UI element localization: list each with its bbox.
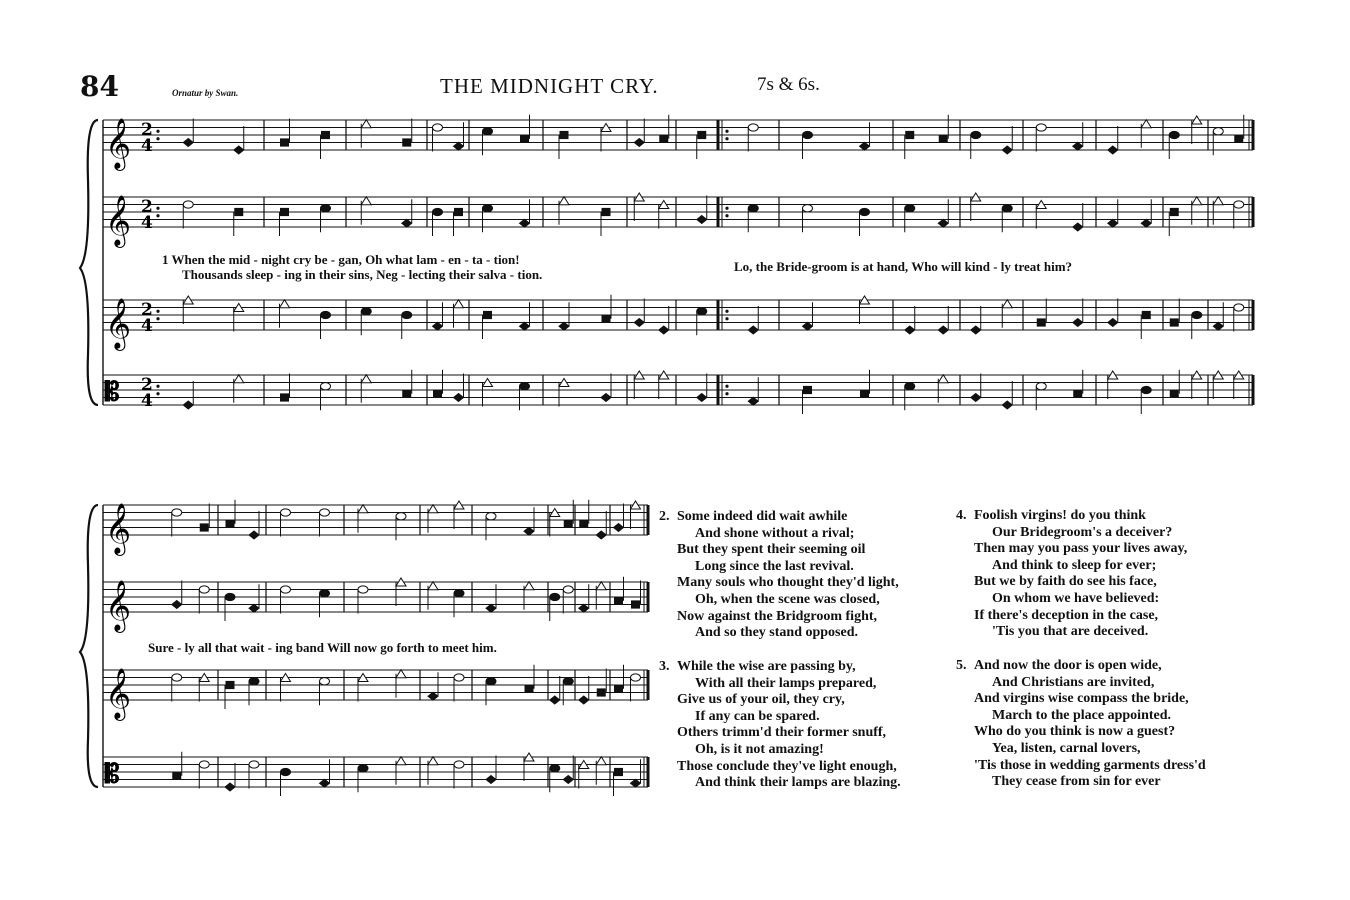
- shape-note: [320, 779, 330, 787]
- stanza-2: [659, 509, 899, 642]
- c-clef: 𝄡: [105, 377, 120, 408]
- shape-note: [596, 582, 606, 590]
- shape-note: [634, 139, 644, 147]
- shape-note: [320, 590, 330, 597]
- shape-note: [1192, 197, 1202, 205]
- page-number: 84: [80, 70, 119, 103]
- stanza-number: 4.: [956, 508, 967, 523]
- shape-note: [563, 678, 573, 685]
- shape-note: [1108, 319, 1118, 327]
- shape-note: [1170, 208, 1178, 215]
- shape-note: [235, 208, 243, 215]
- shape-note: [550, 696, 560, 704]
- shape-note: [525, 685, 533, 692]
- shape-note: [550, 765, 560, 772]
- shape-note: [1108, 219, 1118, 227]
- shape-note: [550, 593, 560, 600]
- shape-note: [579, 696, 589, 704]
- shape-note: [748, 124, 758, 131]
- stanza-line: Foolish virgins! do you think: [974, 508, 1146, 523]
- shape-note: [938, 326, 948, 334]
- shape-note: [596, 757, 606, 765]
- repeat-dot: [725, 137, 728, 140]
- shape-note: [939, 135, 947, 142]
- repeat-dot: [156, 310, 159, 313]
- treble-clef: 𝄞: [105, 118, 132, 169]
- stanza-line: Some indeed did wait awhile: [677, 509, 848, 524]
- stanza-5: [956, 658, 1206, 791]
- shape-note: [1036, 383, 1046, 390]
- shape-note: [281, 394, 289, 401]
- shape-note: [632, 601, 640, 608]
- shape-note: [861, 390, 869, 397]
- repeat-dot: [156, 392, 159, 395]
- lyric-chorus: Lo, the Bride-groom is at hand, Who will kind - ly treat him?: [734, 259, 1073, 274]
- stanza-number: 2.: [659, 509, 670, 524]
- shape-note: [455, 208, 463, 215]
- repeat-dot: [156, 137, 159, 140]
- shape-note: [1073, 319, 1083, 327]
- time-signature-top: 2: [141, 375, 153, 395]
- meter: 7s & 6s.: [757, 74, 820, 95]
- stanza-line: If any can be spared.: [695, 708, 820, 724]
- time-signature-bottom: 4: [141, 213, 153, 233]
- shape-note: [234, 375, 244, 383]
- c-clef: 𝄡: [105, 759, 120, 790]
- time-signature-bottom: 4: [141, 391, 153, 411]
- shape-note: [321, 205, 331, 212]
- shape-note: [1213, 322, 1223, 330]
- treble-clef: 𝄞: [105, 580, 132, 631]
- shape-note: [249, 531, 259, 539]
- shape-note: [748, 326, 758, 334]
- shape-note: [1235, 135, 1243, 142]
- shape-note: [697, 308, 707, 315]
- shape-note: [280, 300, 290, 308]
- repeat-dot: [725, 392, 728, 395]
- shape-note: [433, 208, 443, 215]
- shape-note: [615, 768, 623, 775]
- shape-note: [631, 779, 641, 787]
- shape-note: [483, 128, 493, 135]
- repeat-dot: [156, 130, 159, 133]
- shape-note: [403, 139, 411, 146]
- shape-note: [226, 520, 234, 527]
- shape-note: [559, 322, 569, 330]
- shape-note: [1141, 120, 1151, 128]
- shape-note: [361, 197, 371, 205]
- shape-note: [454, 761, 464, 768]
- shape-note: [748, 205, 758, 212]
- shape-note: [321, 311, 331, 318]
- shape-note: [1213, 197, 1223, 205]
- stanza-line: Yea, listen, carnal lovers,: [992, 740, 1141, 756]
- shape-note: [579, 604, 589, 612]
- shape-note: [361, 120, 371, 128]
- shape-note: [396, 670, 406, 678]
- stanza-line: If there's deception in the case,: [974, 607, 1159, 623]
- shape-note: [520, 322, 530, 330]
- repeat-dot: [725, 310, 728, 313]
- composer-credit: Ornatur by Swan.: [172, 88, 239, 98]
- stanza-number: 5.: [956, 658, 967, 673]
- stanza-line: And shone without a rival;: [695, 525, 855, 541]
- shape-note: [281, 139, 289, 146]
- stanza-line: Now against the Bridgroom fight,: [677, 608, 878, 624]
- shape-note: [183, 201, 193, 208]
- stanza-3: [659, 659, 901, 792]
- shape-note: [524, 527, 534, 535]
- shape-note: [225, 593, 235, 600]
- lyric-line-system2: Sure - ly all that wait - ing band Will now go forth to meet him.: [148, 640, 497, 655]
- stanza-line: 'Tis you that are deceived.: [992, 624, 1149, 640]
- shape-note: [659, 326, 669, 334]
- shape-note: [361, 375, 371, 383]
- shape-note: [521, 135, 529, 142]
- stanza-line: On whom we have believed:: [992, 590, 1160, 606]
- shape-note: [524, 582, 534, 590]
- shape-note: [971, 394, 981, 402]
- time-signature-bottom: 4: [141, 136, 153, 156]
- shape-note: [320, 678, 330, 685]
- shape-note: [199, 761, 209, 768]
- shape-note: [396, 513, 406, 520]
- shape-note: [428, 582, 438, 590]
- shape-note: [559, 197, 569, 205]
- repeat-dot: [725, 317, 728, 320]
- time-signature-top: 2: [141, 197, 153, 217]
- shape-note: [183, 401, 193, 409]
- stanza-line: Who do you think is now a guest?: [974, 724, 1176, 740]
- shape-note: [249, 678, 259, 685]
- stanza-line: March to the place appointed.: [992, 707, 1172, 723]
- stanza-line: And think their lamps are blazing.: [695, 775, 901, 791]
- shape-note: [614, 524, 624, 532]
- shape-note: [281, 768, 291, 775]
- shape-note: [428, 757, 438, 765]
- shape-note: [234, 146, 244, 154]
- shape-note: [402, 311, 412, 318]
- shape-note: [1170, 319, 1178, 326]
- shape-note: [1108, 146, 1118, 154]
- treble-clef: 𝄞: [105, 503, 132, 554]
- shape-note: [563, 586, 573, 593]
- shape-note: [321, 383, 331, 390]
- repeat-dot: [725, 130, 728, 133]
- shape-note: [803, 131, 813, 138]
- shape-note: [281, 586, 291, 593]
- shape-note: [486, 776, 496, 784]
- shape-note: [1141, 219, 1151, 227]
- shape-note: [1037, 319, 1045, 326]
- shape-note: [1141, 386, 1151, 393]
- shape-note: [804, 386, 812, 393]
- shape-note: [1170, 390, 1178, 397]
- shape-note: [428, 505, 438, 513]
- shape-note: [249, 761, 259, 768]
- stanza-line: And now the door is open wide,: [974, 658, 1162, 673]
- shape-note: [697, 216, 707, 224]
- shape-note: [938, 219, 948, 227]
- shape-note: [226, 681, 234, 688]
- shape-note: [905, 205, 915, 212]
- shape-note: [564, 520, 572, 527]
- shape-note: [484, 311, 492, 318]
- stanza-line: And think to sleep for ever;: [992, 557, 1157, 573]
- hymn-title: THE MIDNIGHT CRY.: [440, 74, 659, 98]
- shape-note: [1169, 131, 1179, 138]
- shape-note: [520, 383, 530, 390]
- stanza-line: Our Bridegroom's a deceiver?: [992, 524, 1173, 540]
- shape-note: [433, 124, 443, 131]
- shape-note: [748, 397, 758, 405]
- stanza-line: Oh, is it not amazing!: [695, 741, 824, 757]
- shape-note: [172, 601, 182, 609]
- shape-note: [660, 135, 668, 142]
- time-signature-bottom: 4: [141, 316, 153, 336]
- shape-note: [320, 509, 330, 516]
- stanza-line: Others trimm'd their former snuff,: [677, 725, 887, 741]
- shape-note: [281, 208, 289, 215]
- shape-note: [615, 685, 623, 692]
- shape-note: [322, 131, 330, 138]
- shape-note: [249, 604, 259, 612]
- shape-note: [281, 509, 291, 516]
- shape-note: [602, 315, 610, 322]
- treble-clef: 𝄞: [105, 195, 132, 246]
- stanza-line: 'Tis those in wedding garments dress'd: [974, 757, 1206, 773]
- shape-note: [428, 692, 438, 700]
- repeat-dot: [725, 207, 728, 210]
- repeat-dot: [156, 385, 159, 388]
- shape-note: [225, 783, 235, 791]
- shape-note: [615, 597, 623, 604]
- repeat-dot: [156, 214, 159, 217]
- shape-note: [563, 776, 573, 784]
- shape-note: [454, 590, 464, 597]
- shape-note: [200, 524, 208, 531]
- shape-note: [631, 674, 641, 681]
- stanza-line: With all their lamps prepared,: [695, 675, 877, 691]
- shape-note: [454, 300, 464, 308]
- stanza-line: But they spent their seeming oil: [677, 542, 866, 558]
- stanza-4: [956, 508, 1188, 641]
- shape-note: [486, 678, 496, 685]
- shape-note: [454, 394, 464, 402]
- shape-note: [1036, 124, 1046, 131]
- shape-note: [1002, 401, 1012, 409]
- shape-note: [433, 322, 443, 330]
- repeat-dot: [156, 207, 159, 210]
- shape-note: [1073, 223, 1083, 231]
- stanza-line: But we by faith do see his face,: [974, 574, 1157, 590]
- repeat-dot: [156, 317, 159, 320]
- shape-note: [905, 383, 915, 390]
- stanza-line: Those conclude they've light enough,: [677, 758, 897, 774]
- shape-note: [520, 219, 530, 227]
- treble-clef: 𝄞: [105, 668, 132, 719]
- shape-note: [803, 322, 813, 330]
- shape-note: [172, 509, 182, 516]
- shape-note: [697, 394, 707, 402]
- shape-note: [938, 375, 948, 383]
- shape-note: [971, 131, 981, 138]
- stanza-line: And virgins wise compass the bride,: [974, 691, 1189, 707]
- shape-note: [1002, 146, 1012, 154]
- shape-note: [1002, 205, 1012, 212]
- repeat-dot: [725, 214, 728, 217]
- shape-note: [860, 142, 870, 150]
- shape-note: [698, 131, 706, 138]
- shape-note: [597, 689, 605, 696]
- system-brace: [80, 120, 98, 405]
- shape-note: [905, 326, 915, 334]
- stanza-line: Then may you pass your lives away,: [974, 541, 1188, 557]
- shape-note: [803, 205, 813, 212]
- stanza-line: Long since the last revival.: [695, 558, 854, 574]
- lyric-line-1: 1 When the mid - night cry be - gan, Oh what lam - en - ta - tion!: [162, 252, 520, 267]
- shape-note: [403, 390, 411, 397]
- shape-note: [1192, 311, 1202, 318]
- shape-note: [1142, 311, 1150, 318]
- shape-note: [1234, 201, 1244, 208]
- shape-note: [971, 326, 981, 334]
- stanza-line: Give us of your oil, they cry,: [677, 692, 845, 708]
- shape-note: [560, 131, 568, 138]
- shape-note: [906, 131, 914, 138]
- shape-note: [1213, 128, 1223, 135]
- shape-note: [1074, 390, 1082, 397]
- shape-note: [601, 394, 611, 402]
- stanza-line: And so they stand opposed.: [695, 625, 858, 641]
- shape-note: [358, 586, 368, 593]
- lyric-line-2: Thousands sleep - ing in their sins, Neg - lecting their salva - tion.: [182, 267, 543, 282]
- repeat-dot: [725, 385, 728, 388]
- shape-note: [172, 674, 182, 681]
- shape-note: [596, 531, 606, 539]
- time-signature-top: 2: [141, 300, 153, 320]
- shape-note: [483, 205, 493, 212]
- shape-note: [199, 586, 209, 593]
- system-brace: [80, 505, 98, 787]
- shape-note: [1073, 142, 1083, 150]
- shape-note: [580, 520, 588, 527]
- shape-note: [634, 319, 644, 327]
- stanza-number: 3.: [659, 659, 670, 674]
- stanza-line: Oh, when the scene was closed,: [695, 591, 880, 607]
- shape-note: [358, 505, 368, 513]
- time-signature-top: 2: [141, 120, 153, 140]
- treble-clef: 𝄞: [105, 298, 132, 349]
- shape-note: [486, 604, 496, 612]
- shape-note: [434, 390, 442, 397]
- shape-note: [1234, 304, 1244, 311]
- shape-note: [396, 757, 406, 765]
- stanza-line: Many souls who thought they'd light,: [677, 575, 899, 591]
- shape-note: [486, 513, 496, 520]
- shape-note: [454, 142, 464, 150]
- shape-note: [602, 208, 610, 215]
- shape-note: [454, 674, 464, 681]
- shape-note: [860, 208, 870, 215]
- stanza-line: While the wise are passing by,: [677, 659, 856, 674]
- shape-note: [361, 308, 371, 315]
- stanza-line: They cease from sin for ever: [992, 774, 1161, 790]
- stanza-line: And Christians are invited,: [992, 674, 1155, 690]
- shape-note: [402, 219, 412, 227]
- shape-note: [173, 772, 181, 779]
- shape-note: [1002, 300, 1012, 308]
- shape-note: [358, 765, 368, 772]
- shape-note: [183, 139, 193, 147]
